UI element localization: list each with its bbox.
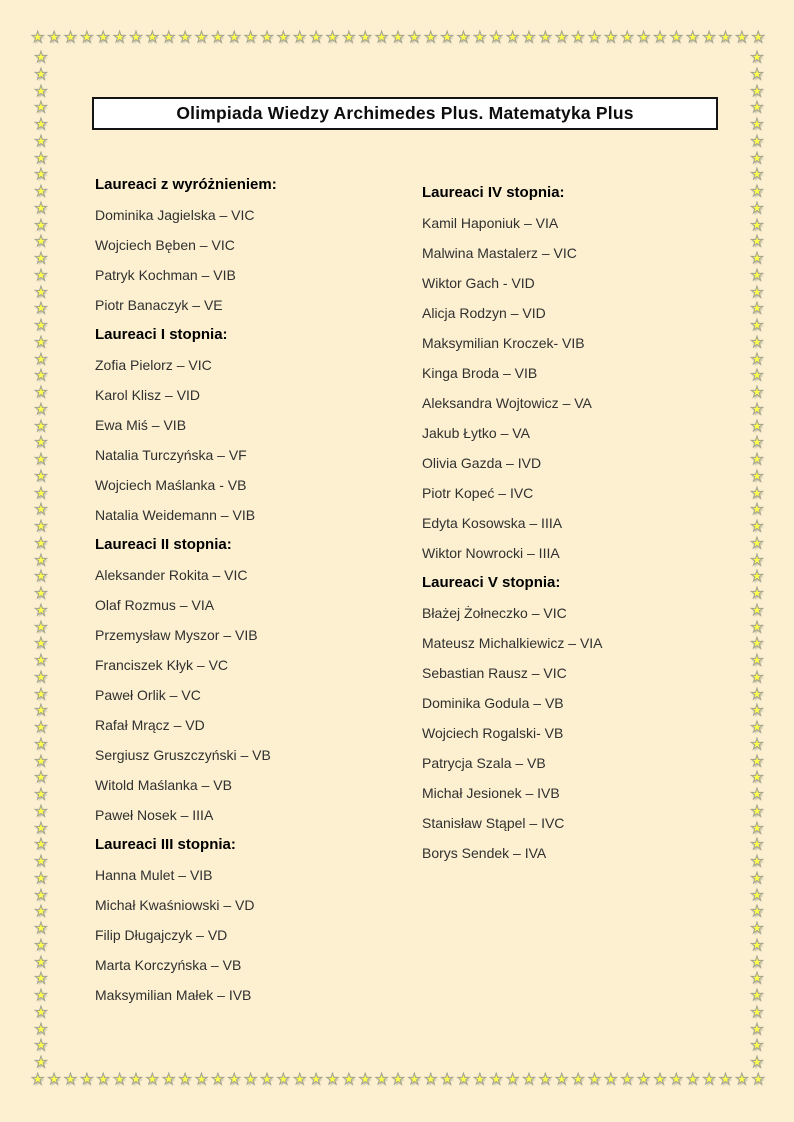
star-icon: ★ xyxy=(34,451,48,468)
laureates-column-right xyxy=(422,178,742,868)
star-icon: ★ xyxy=(243,1071,258,1088)
star-icon: ★ xyxy=(63,1071,78,1088)
star-icon: ★ xyxy=(325,1071,340,1088)
star-icon: ★ xyxy=(750,786,764,803)
star-icon: ★ xyxy=(750,920,764,937)
star-icon: ★ xyxy=(750,551,764,569)
star-icon: ★ xyxy=(96,29,110,46)
laureate-line: Mateusz Michalkiewicz – VIA xyxy=(422,635,603,651)
star-icon: ★ xyxy=(34,802,48,820)
star-icon: ★ xyxy=(620,29,634,46)
star-icon: ★ xyxy=(750,987,764,1004)
star-icon: ★ xyxy=(129,1071,143,1088)
star-icon: ★ xyxy=(456,1071,471,1088)
star-icon: ★ xyxy=(34,99,48,117)
section-heading: Laureaci II stopnia: xyxy=(95,536,232,553)
star-icon: ★ xyxy=(473,1071,487,1088)
star-icon: ★ xyxy=(750,635,764,653)
star-icon: ★ xyxy=(604,1071,618,1088)
laureate-line: Stanisław Stąpel – IVC xyxy=(422,815,565,831)
laureate-line: Patryk Kochman – VIB xyxy=(95,267,236,283)
star-icon: ★ xyxy=(750,283,764,301)
star-icon: ★ xyxy=(145,29,160,46)
star-icon: ★ xyxy=(34,300,48,318)
star-icon: ★ xyxy=(750,317,764,334)
star-icon: ★ xyxy=(750,652,764,669)
star-border-top xyxy=(31,30,765,46)
star-icon: ★ xyxy=(34,652,48,669)
star-icon: ★ xyxy=(750,49,764,66)
star-icon: ★ xyxy=(211,1071,225,1088)
laureate-line: Maksymilian Małek – IVB xyxy=(95,987,252,1003)
star-icon: ★ xyxy=(34,317,48,334)
laureate-line: Edyta Kosowska – IIIA xyxy=(422,515,563,531)
star-icon: ★ xyxy=(636,1071,651,1088)
star-icon: ★ xyxy=(34,199,48,217)
star-icon: ★ xyxy=(34,417,48,435)
star-icon: ★ xyxy=(47,1071,61,1088)
star-icon: ★ xyxy=(325,29,340,46)
star-icon: ★ xyxy=(34,903,48,921)
star-icon: ★ xyxy=(750,752,764,770)
star-icon: ★ xyxy=(227,29,241,46)
star-icon: ★ xyxy=(686,1071,700,1088)
star-icon: ★ xyxy=(129,29,143,46)
laureate-line: Sebastian Rausz – VIC xyxy=(422,665,567,681)
star-icon: ★ xyxy=(750,116,764,133)
laureate-line: Sergiusz Gruszczyński – VB xyxy=(95,747,271,763)
laureate-line: Patrycja Szala – VB xyxy=(422,755,546,771)
star-icon: ★ xyxy=(34,65,48,83)
star-icon: ★ xyxy=(31,29,45,46)
star-icon: ★ xyxy=(750,769,764,787)
star-icon: ★ xyxy=(587,29,602,46)
star-icon: ★ xyxy=(538,29,553,46)
star-icon: ★ xyxy=(750,936,764,954)
laureate-line: Hanna Mulet – VIB xyxy=(95,867,213,883)
laureate-line: Przemysław Myszor – VIB xyxy=(95,627,258,643)
star-icon: ★ xyxy=(750,618,764,636)
star-icon: ★ xyxy=(620,1071,634,1088)
star-icon: ★ xyxy=(653,29,667,46)
star-icon: ★ xyxy=(342,1071,356,1088)
laureate-line: Borys Sendek – IVA xyxy=(422,845,547,861)
star-icon: ★ xyxy=(34,183,48,200)
star-icon: ★ xyxy=(34,1003,48,1021)
star-icon: ★ xyxy=(750,836,764,854)
star-icon: ★ xyxy=(522,29,536,46)
star-icon: ★ xyxy=(735,1071,749,1088)
star-icon: ★ xyxy=(750,467,764,485)
laureate-line: Michał Jesionek – IVB xyxy=(422,785,560,801)
star-icon: ★ xyxy=(34,82,48,100)
star-icon: ★ xyxy=(750,735,764,753)
star-icon: ★ xyxy=(391,29,405,46)
star-icon: ★ xyxy=(96,1071,110,1088)
star-icon: ★ xyxy=(440,29,454,46)
laureate-line: Rafał Mrącz – VD xyxy=(95,717,205,733)
star-icon: ★ xyxy=(505,1071,520,1088)
star-icon: ★ xyxy=(750,250,764,267)
star-icon: ★ xyxy=(34,1020,48,1038)
star-icon: ★ xyxy=(342,29,356,46)
star-icon: ★ xyxy=(750,819,764,837)
star-icon: ★ xyxy=(669,29,684,46)
star-icon: ★ xyxy=(34,49,48,66)
laureate-line: Filip Długajczyk – VD xyxy=(95,927,228,943)
star-icon: ★ xyxy=(407,29,422,46)
star-icon: ★ xyxy=(750,1020,764,1038)
laureate-line: Natalia Turczyńska – VF xyxy=(95,447,247,463)
laureate-line: Jakub Łytko – VA xyxy=(422,425,530,441)
star-icon: ★ xyxy=(112,29,127,46)
star-icon: ★ xyxy=(34,266,48,284)
star-icon: ★ xyxy=(194,29,209,46)
star-icon: ★ xyxy=(34,836,48,854)
star-icon: ★ xyxy=(34,869,48,887)
star-icon: ★ xyxy=(34,786,48,803)
star-icon: ★ xyxy=(34,333,48,351)
laureate-line: Natalia Weidemann – VIB xyxy=(95,507,256,523)
star-icon: ★ xyxy=(34,886,48,904)
star-icon: ★ xyxy=(751,29,765,46)
star-icon: ★ xyxy=(750,65,764,83)
star-icon: ★ xyxy=(587,1071,602,1088)
star-icon: ★ xyxy=(653,1071,667,1088)
star-icon: ★ xyxy=(34,518,48,535)
star-icon: ★ xyxy=(424,1071,438,1088)
star-icon: ★ xyxy=(309,29,323,46)
laureate-line: Kamil Haponiuk – VIA xyxy=(422,215,559,231)
star-icon: ★ xyxy=(34,501,48,519)
star-icon: ★ xyxy=(211,29,225,46)
star-icon: ★ xyxy=(80,1071,94,1088)
laureate-line: Kinga Broda – VIB xyxy=(422,365,538,381)
laureate-line: Karol Klisz – VID xyxy=(95,387,201,403)
laureate-line: Zofia Pielorz – VIC xyxy=(95,357,212,373)
star-icon: ★ xyxy=(750,333,764,351)
star-icon: ★ xyxy=(243,29,258,46)
laureate-line: Michał Kwaśniowski – VD xyxy=(95,897,255,913)
star-border-bottom xyxy=(31,1072,765,1088)
star-icon: ★ xyxy=(34,719,48,736)
star-icon: ★ xyxy=(358,29,372,46)
star-icon: ★ xyxy=(112,1071,127,1088)
star-icon: ★ xyxy=(34,702,48,720)
laureate-line: Aleksandra Wojtowicz – VA xyxy=(422,395,592,411)
star-icon: ★ xyxy=(702,29,716,46)
star-icon: ★ xyxy=(34,283,48,301)
star-icon: ★ xyxy=(750,384,764,401)
star-icon: ★ xyxy=(194,1071,209,1088)
star-icon: ★ xyxy=(750,216,764,234)
star-icon: ★ xyxy=(34,367,48,385)
star-icon: ★ xyxy=(750,1003,764,1021)
star-icon: ★ xyxy=(750,149,764,167)
star-icon: ★ xyxy=(538,1071,553,1088)
star-border-right xyxy=(749,50,765,1070)
laureate-line: Witold Maślanka – VB xyxy=(95,777,232,793)
star-icon: ★ xyxy=(750,970,764,988)
star-icon: ★ xyxy=(750,99,764,117)
star-icon: ★ xyxy=(750,1054,764,1071)
star-icon: ★ xyxy=(555,29,569,46)
star-icon: ★ xyxy=(473,29,487,46)
star-icon: ★ xyxy=(750,400,764,418)
star-icon: ★ xyxy=(34,484,48,502)
star-icon: ★ xyxy=(750,183,764,200)
laureate-line: Błażej Żołneczko – VIC xyxy=(422,605,567,621)
star-icon: ★ xyxy=(750,601,764,619)
star-icon: ★ xyxy=(358,1071,372,1088)
star-icon: ★ xyxy=(424,29,438,46)
star-icon: ★ xyxy=(34,920,48,937)
laureate-line: Maksymilian Kroczek- VIB xyxy=(422,335,585,351)
star-icon: ★ xyxy=(750,534,764,552)
star-icon: ★ xyxy=(34,166,48,184)
star-icon: ★ xyxy=(80,29,94,46)
star-icon: ★ xyxy=(374,29,389,46)
star-icon: ★ xyxy=(489,29,503,46)
laureate-line: Piotr Kopeć – IVC xyxy=(422,485,534,501)
star-icon: ★ xyxy=(34,987,48,1004)
star-icon: ★ xyxy=(34,936,48,954)
star-icon: ★ xyxy=(34,769,48,787)
star-icon: ★ xyxy=(260,1071,274,1088)
star-icon: ★ xyxy=(260,29,274,46)
star-icon: ★ xyxy=(750,518,764,535)
star-icon: ★ xyxy=(34,953,48,971)
star-icon: ★ xyxy=(374,1071,389,1088)
laureate-line: Olivia Gazda – IVD xyxy=(422,455,542,471)
star-icon: ★ xyxy=(34,350,48,368)
star-icon: ★ xyxy=(31,1071,45,1088)
star-icon: ★ xyxy=(34,735,48,753)
star-icon: ★ xyxy=(34,635,48,653)
star-icon: ★ xyxy=(750,668,764,686)
star-icon: ★ xyxy=(276,29,291,46)
laureate-line: Ewa Miś – VIB xyxy=(95,417,187,433)
star-icon: ★ xyxy=(750,82,764,100)
star-icon: ★ xyxy=(489,1071,503,1088)
section-heading: Laureaci IV stopnia: xyxy=(422,184,565,201)
laureate-line: Paweł Orlik – VC xyxy=(95,687,201,703)
star-icon: ★ xyxy=(750,869,764,887)
star-icon: ★ xyxy=(34,233,48,251)
star-icon: ★ xyxy=(750,484,764,502)
star-icon: ★ xyxy=(391,1071,405,1088)
star-icon: ★ xyxy=(702,1071,716,1088)
laureate-line: Wiktor Gach - VID xyxy=(422,275,535,291)
laureate-line: Wojciech Rogalski- VB xyxy=(422,725,564,741)
star-icon: ★ xyxy=(571,1071,585,1088)
star-icon: ★ xyxy=(751,1071,765,1088)
star-icon: ★ xyxy=(750,266,764,284)
star-icon: ★ xyxy=(227,1071,241,1088)
star-icon: ★ xyxy=(750,719,764,736)
laureate-line: Marta Korczyńska – VB xyxy=(95,957,242,973)
star-icon: ★ xyxy=(750,953,764,971)
star-icon: ★ xyxy=(34,116,48,133)
title-box xyxy=(92,97,718,130)
star-icon: ★ xyxy=(63,29,78,46)
laureate-line: Franciszek Kłyk – VC xyxy=(95,657,229,673)
laureates-column-left xyxy=(95,170,415,1010)
star-icon: ★ xyxy=(440,1071,454,1088)
section-heading: Laureaci III stopnia: xyxy=(95,836,236,853)
laureate-line: Alicja Rodzyn – VID xyxy=(422,305,546,321)
star-icon: ★ xyxy=(718,1071,733,1088)
star-icon: ★ xyxy=(34,534,48,552)
star-icon: ★ xyxy=(34,970,48,988)
laureate-line: Paweł Nosek – IIIA xyxy=(95,807,214,823)
star-icon: ★ xyxy=(750,585,764,602)
star-icon: ★ xyxy=(686,29,700,46)
star-icon: ★ xyxy=(34,1054,48,1071)
star-icon: ★ xyxy=(636,29,651,46)
star-icon: ★ xyxy=(750,903,764,921)
star-icon: ★ xyxy=(34,618,48,636)
star-icon: ★ xyxy=(669,1071,684,1088)
star-icon: ★ xyxy=(407,1071,422,1088)
document-title: Olimpiada Wiedzy Archimedes Plus. Matematyka Plus xyxy=(176,103,634,123)
section-heading: Laureaci V stopnia: xyxy=(422,574,561,591)
star-icon: ★ xyxy=(34,819,48,837)
laureate-line: Wojciech Maślanka - VB xyxy=(95,477,247,493)
laureate-line: Wojciech Bęben – VIC xyxy=(95,237,235,253)
star-icon: ★ xyxy=(522,1071,536,1088)
laureate-line: Wiktor Nowrocki – IIIA xyxy=(422,545,560,561)
star-icon: ★ xyxy=(309,1071,323,1088)
star-icon: ★ xyxy=(162,29,176,46)
star-icon: ★ xyxy=(162,1071,176,1088)
star-border-left xyxy=(33,50,49,1070)
star-icon: ★ xyxy=(750,501,764,519)
star-icon: ★ xyxy=(178,1071,192,1088)
star-icon: ★ xyxy=(555,1071,569,1088)
star-icon: ★ xyxy=(34,685,48,703)
star-icon: ★ xyxy=(34,853,48,870)
star-icon: ★ xyxy=(34,132,48,150)
laureate-line: Piotr Banaczyk – VE xyxy=(95,297,223,313)
star-icon: ★ xyxy=(750,886,764,904)
star-icon: ★ xyxy=(750,233,764,251)
laureate-line: Olaf Rozmus – VIA xyxy=(95,597,215,613)
star-icon: ★ xyxy=(735,29,749,46)
star-icon: ★ xyxy=(750,199,764,217)
star-icon: ★ xyxy=(145,1071,160,1088)
star-icon: ★ xyxy=(34,384,48,401)
star-icon: ★ xyxy=(750,702,764,720)
star-icon: ★ xyxy=(750,300,764,318)
star-icon: ★ xyxy=(750,802,764,820)
star-icon: ★ xyxy=(505,29,520,46)
star-icon: ★ xyxy=(750,367,764,385)
laureate-line: Aleksander Rokita – VIC xyxy=(95,567,248,583)
star-icon: ★ xyxy=(34,434,48,452)
star-icon: ★ xyxy=(750,434,764,452)
star-icon: ★ xyxy=(750,1037,764,1055)
star-icon: ★ xyxy=(47,29,61,46)
star-icon: ★ xyxy=(750,451,764,468)
star-icon: ★ xyxy=(750,568,764,586)
star-icon: ★ xyxy=(276,1071,291,1088)
section-heading: Laureaci I stopnia: xyxy=(95,326,228,343)
star-icon: ★ xyxy=(456,29,471,46)
star-icon: ★ xyxy=(34,250,48,267)
star-icon: ★ xyxy=(604,29,618,46)
star-icon: ★ xyxy=(34,668,48,686)
star-icon: ★ xyxy=(34,551,48,569)
section-heading: Laureaci z wyróżnieniem: xyxy=(95,176,277,193)
star-icon: ★ xyxy=(34,467,48,485)
star-icon: ★ xyxy=(34,568,48,586)
laureate-line: Dominika Godula – VB xyxy=(422,695,564,711)
star-icon: ★ xyxy=(34,601,48,619)
star-icon: ★ xyxy=(718,29,733,46)
star-icon: ★ xyxy=(750,853,764,870)
star-icon: ★ xyxy=(750,132,764,150)
laureate-line: Dominika Jagielska – VIC xyxy=(95,207,255,223)
star-icon: ★ xyxy=(750,350,764,368)
star-icon: ★ xyxy=(34,149,48,167)
star-icon: ★ xyxy=(34,752,48,770)
star-icon: ★ xyxy=(34,400,48,418)
laureate-line: Malwina Mastalerz – VIC xyxy=(422,245,577,261)
star-icon: ★ xyxy=(750,166,764,184)
star-icon: ★ xyxy=(293,29,307,46)
star-icon: ★ xyxy=(178,29,192,46)
star-icon: ★ xyxy=(571,29,585,46)
star-icon: ★ xyxy=(34,585,48,602)
star-icon: ★ xyxy=(750,417,764,435)
star-icon: ★ xyxy=(34,216,48,234)
star-icon: ★ xyxy=(750,685,764,703)
star-icon: ★ xyxy=(34,1037,48,1055)
star-icon: ★ xyxy=(293,1071,307,1088)
